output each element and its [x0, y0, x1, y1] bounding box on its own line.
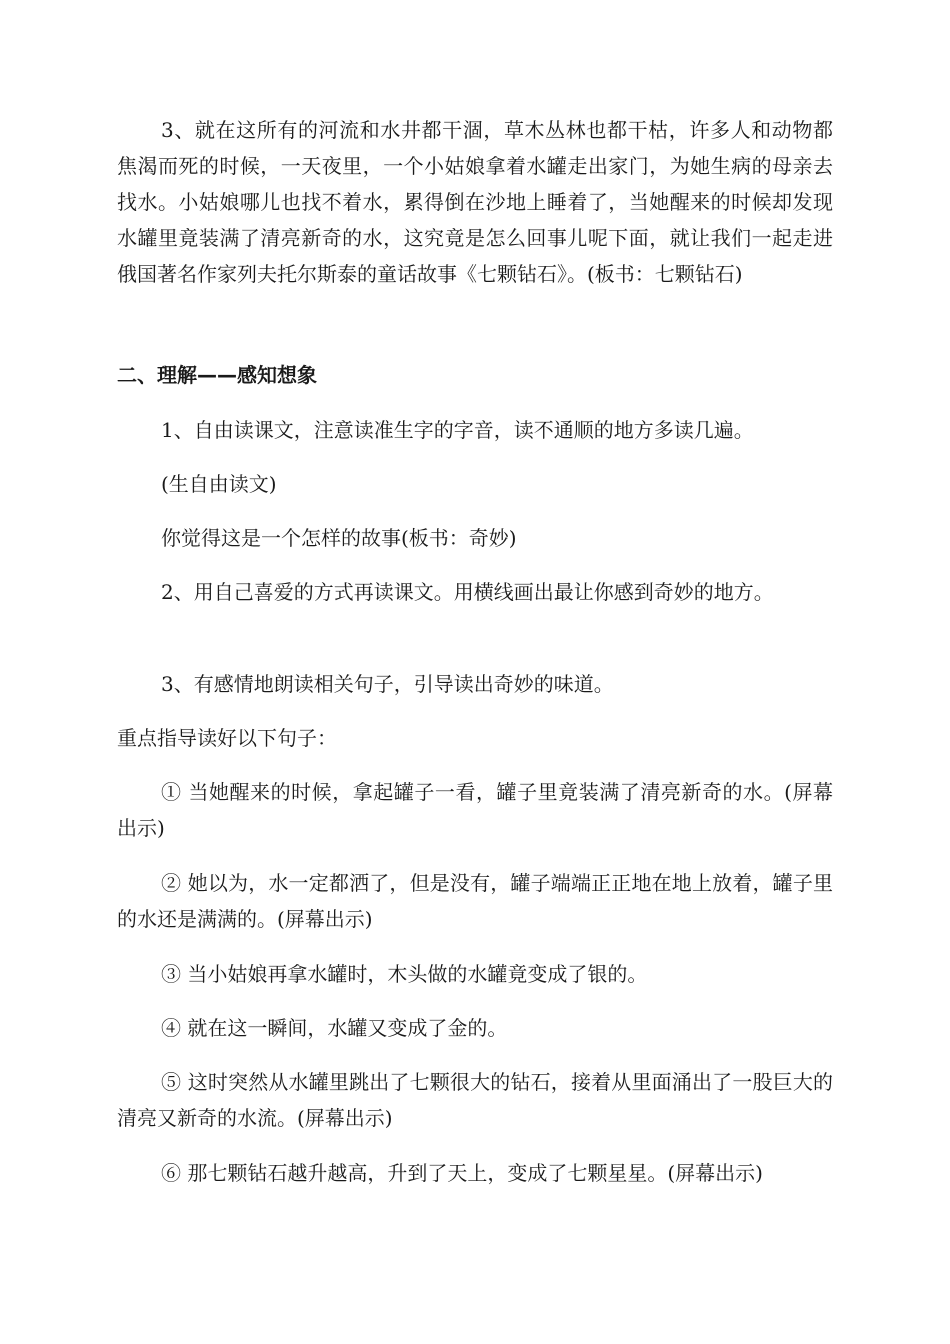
instruction-read-freely: 1、自由读课文，注意读准生字的字音，读不通顺的地方多读几遍。: [161, 418, 754, 442]
story-intro-paragraph: 3、就在这所有的河流和水井都干涸，草木丛林也都干枯，许多人和动物都焦渴而死的时候，一天夜里，一个小姑娘拿着水罐走出家门，为她生病的母亲去找水。小姑娘哪儿也找不着水，累得倒在沙地上睡着了，当她醒来的时候却发现水罐里竟装满了清亮新奇的水，这究竟是怎么回事儿呢下面，就让我们一起走进俄国著名作家列夫托尔斯泰的童话故事《七颗钻石》。(板书：七颗钻石): [117, 118, 833, 286]
sentence-6: ⑥ 那七颗钻石越升越高，升到了天上，变成了七颗星星。(屏幕出示): [161, 1161, 763, 1185]
student-activity-note: (生自由读文): [161, 472, 277, 496]
focus-intro: 重点指导读好以下句子：: [117, 726, 337, 750]
section-heading: 二、理解——感知想象: [117, 363, 317, 387]
sentence-5: ⑤ 这时突然从水罐里跳出了七颗很大的钻石，接着从里面涌出了一股巨大的清亮又新奇的水流。(屏幕出示): [117, 1070, 833, 1130]
instruction-read-aloud: 3、有感情地朗读相关句子，引导读出奇妙的味道。: [161, 672, 614, 696]
sentence-3: ③ 当小姑娘再拿水罐时，木头做的水罐竟变成了银的。: [161, 962, 648, 986]
sentence-2: ② 她以为，水一定都洒了，但是没有，罐子端端正正地在地上放着，罐子里的水还是满满的。(屏幕出示): [117, 871, 833, 931]
question-paragraph: 你觉得这是一个怎样的故事(板书：奇妙): [161, 526, 517, 550]
instruction-reread: 2、用自己喜爱的方式再读课文。用横线画出最让你感到奇妙的地方。: [161, 580, 774, 604]
sentence-4: ④ 就在这一瞬间，水罐又变成了金的。: [161, 1016, 508, 1040]
sentence-1: ① 当她醒来的时候，拿起罐子一看，罐子里竟装满了清亮新奇的水。(屏幕出示): [117, 780, 833, 840]
